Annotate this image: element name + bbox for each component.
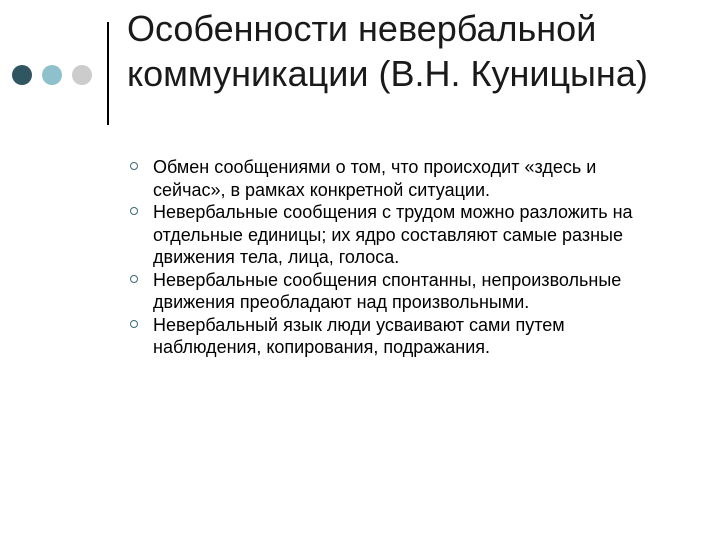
bullet-text: Невербальные сообщения с трудом можно разложить на отдельные единицы; их ядро составляют самые разные движения тела, лица, голоса.	[153, 202, 633, 267]
bullet-item	[130, 156, 670, 201]
light-teal-dot	[42, 65, 62, 85]
bullet-text: Невербальный язык люди усваивают сами путем наблюдения, копирования, подражания.	[153, 314, 565, 357]
bullet-text: Невербальные сообщения спонтанны, непроизвольные движения преобладают над произвольными.	[153, 269, 622, 312]
bullet-item	[130, 201, 670, 269]
decorative-dots	[12, 65, 92, 85]
circle-bullet-icon	[130, 275, 138, 283]
gray-dot	[72, 65, 92, 85]
title-divider	[107, 22, 109, 125]
circle-bullet-icon	[130, 207, 138, 215]
bullet-list	[130, 156, 670, 359]
circle-bullet-icon	[130, 162, 138, 170]
bullet-item	[130, 314, 670, 359]
bullet-item	[130, 269, 670, 314]
circle-bullet-icon	[130, 320, 138, 328]
bullet-text: Обмен сообщениями о том, что происходит «здесь и сейчас», в рамках конкретной ситуации.	[153, 157, 597, 200]
slide-title: Особенности невербальной коммуникации (В.Н. Куницына)	[127, 8, 648, 94]
dark-teal-dot	[12, 65, 32, 85]
